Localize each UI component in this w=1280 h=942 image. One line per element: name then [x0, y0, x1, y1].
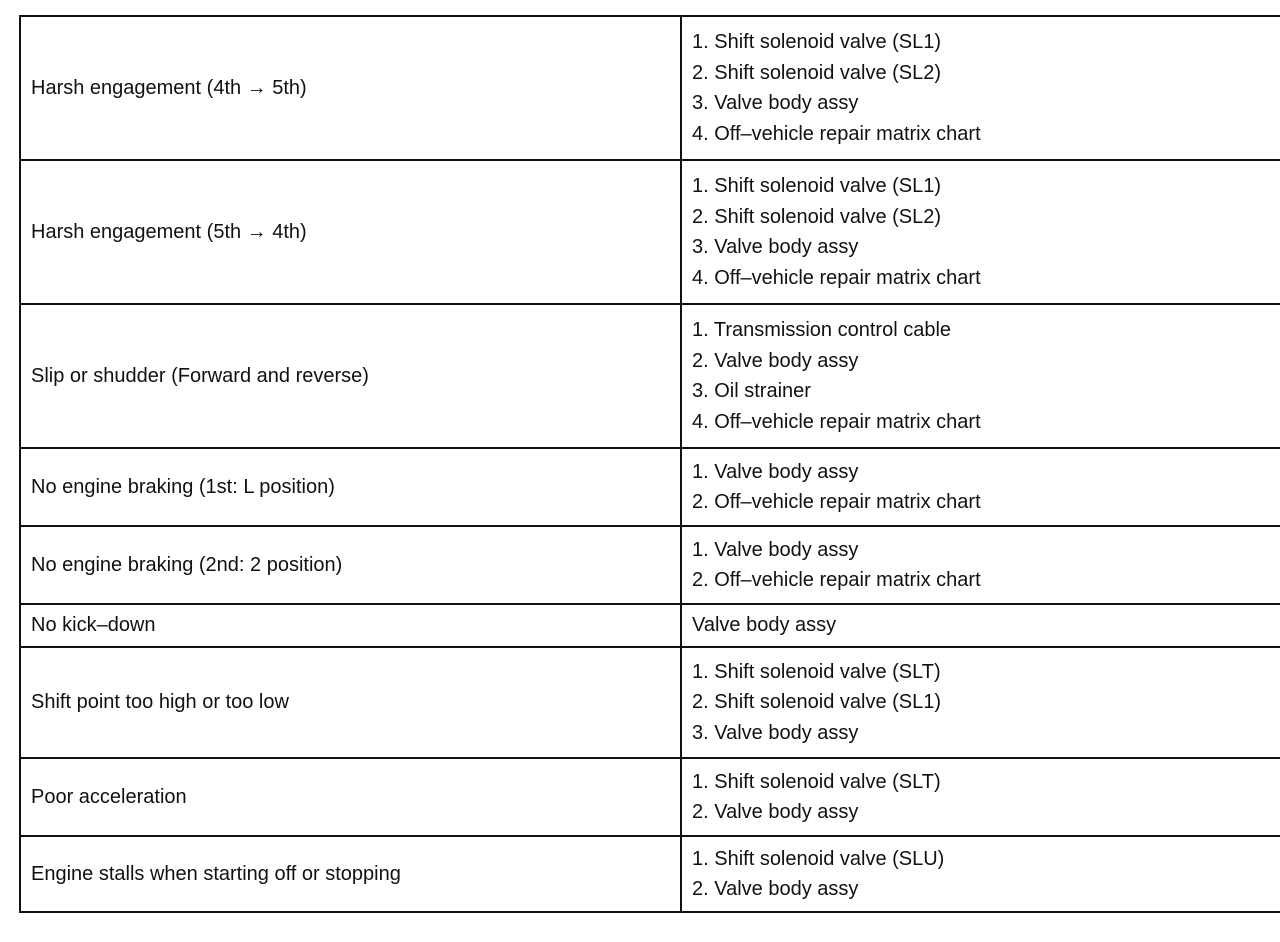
cause-item: 4. Off–vehicle repair matrix chart	[692, 266, 981, 289]
cause-item: 1. Transmission control cable	[692, 319, 952, 341]
table-row	[20, 758, 1280, 836]
cause-item: 3. Valve body assy	[692, 236, 859, 258]
cause-item: 1. Shift solenoid valve (SLT)	[692, 660, 941, 683]
cause-item: 1. Shift solenoid valve (SL1)	[692, 175, 942, 197]
cause-list	[692, 457, 1280, 518]
causes-cell	[681, 647, 1280, 758]
causes-cell	[681, 758, 1280, 836]
symptom-cell: Engine stalls when starting off or stopping	[20, 836, 681, 912]
causes-cell	[681, 304, 1280, 448]
cause-item: 1. Valve body assy	[692, 460, 859, 483]
causes-cell	[681, 526, 1280, 604]
cause-item: 2. Shift solenoid valve (SL1)	[692, 691, 942, 714]
cause-item: 2. Shift solenoid valve (SL2)	[692, 61, 942, 84]
symptom-cell: Harsh engagement (4th → 5th)	[20, 16, 681, 160]
symptom-cell: Harsh engagement (5th → 4th)	[20, 160, 681, 304]
table-row	[20, 448, 1280, 526]
cause-list	[692, 610, 1280, 641]
cause-item: 4. Off–vehicle repair matrix chart	[692, 122, 981, 145]
cause-item: 3. Oil strainer	[692, 380, 811, 402]
symptom-cell: No engine braking (1st: L position)	[20, 448, 681, 526]
cause-list	[692, 535, 1280, 596]
table-row	[20, 604, 1280, 647]
cause-item: 2. Valve body assy	[692, 801, 859, 823]
cause-list	[692, 171, 1280, 293]
symptom-cell: Shift point too high or too low	[20, 647, 681, 758]
causes-cell	[681, 604, 1280, 647]
cause-item: 2. Shift solenoid valve (SL2)	[692, 205, 942, 228]
table-row	[20, 304, 1280, 448]
causes-cell	[681, 448, 1280, 526]
cause-item: 1. Shift solenoid valve (SLU)	[692, 847, 945, 870]
symptom-cell: Poor acceleration	[20, 758, 681, 836]
causes-cell	[681, 836, 1280, 912]
cause-item: 3. Valve body assy	[692, 92, 859, 114]
cause-item: 1. Valve body assy	[692, 538, 859, 561]
symptom-cell: Slip or shudder (Forward and reverse)	[20, 304, 681, 448]
symptom-cell: No kick–down	[20, 604, 681, 647]
causes-cell	[681, 16, 1280, 160]
cause-item: 1. Shift solenoid valve (SL1)	[692, 31, 942, 53]
cause-list	[692, 27, 1280, 149]
cause-item: 3. Valve body assy	[692, 721, 859, 744]
cause-list	[692, 844, 1280, 905]
cause-item: 2. Valve body assy	[692, 878, 859, 900]
cause-item: 1. Shift solenoid valve (SLT)	[692, 770, 941, 793]
table-row	[20, 16, 1280, 160]
table-row	[20, 836, 1280, 912]
cause-item: 2. Valve body assy	[692, 349, 859, 372]
cause-list	[692, 657, 1280, 749]
table-row	[20, 526, 1280, 604]
symptom-cell: No engine braking (2nd: 2 position)	[20, 526, 681, 604]
causes-cell	[681, 160, 1280, 304]
cause-list	[692, 767, 1280, 828]
cause-item: 2. Off–vehicle repair matrix chart	[692, 491, 981, 513]
troubleshooting-table	[19, 15, 1280, 913]
cause-item: Valve body assy	[692, 614, 837, 637]
cause-item: 4. Off–vehicle repair matrix chart	[692, 410, 981, 433]
table-row	[20, 160, 1280, 304]
table-row	[20, 647, 1280, 758]
cause-item: 2. Off–vehicle repair matrix chart	[692, 569, 981, 591]
cause-list	[692, 315, 1280, 437]
